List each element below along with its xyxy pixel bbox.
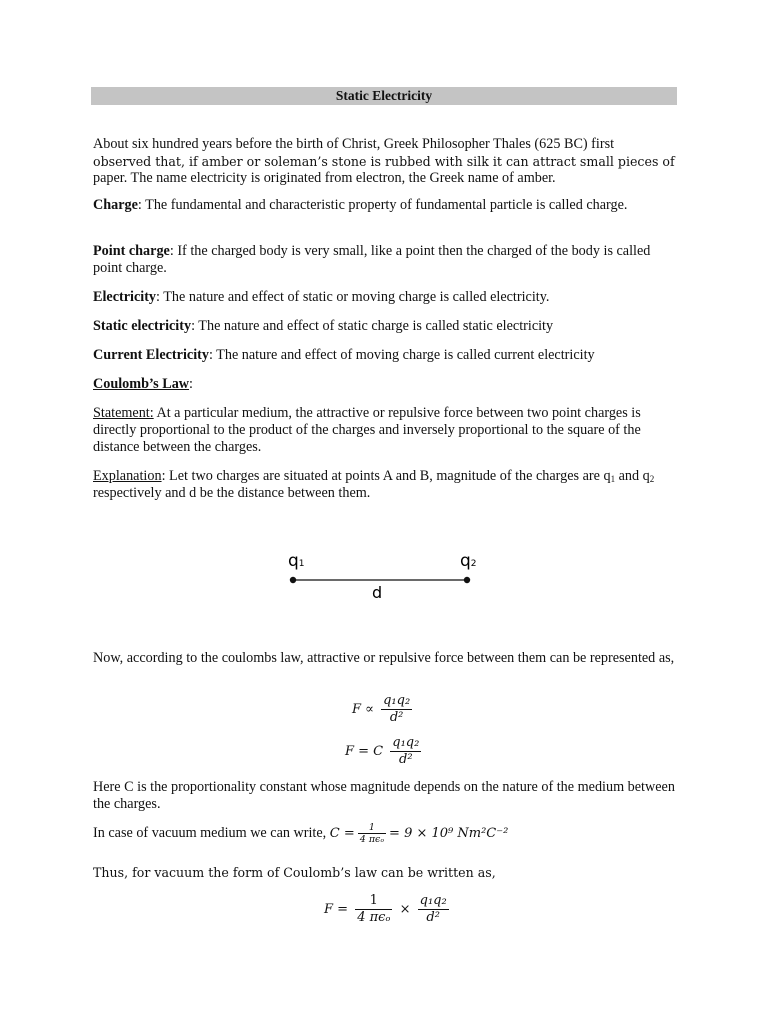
intro-line-1: About six hundred years before the birth of Christ, Greek Philosopher Thales (625 BC) first — [93, 136, 615, 152]
fraction — [358, 822, 386, 845]
equation-coulomb-vacuum — [324, 893, 452, 926]
distance-label: d — [372, 583, 383, 602]
definition-current-electricity — [93, 347, 679, 364]
fraction-denominator: 4 πϵₒ — [357, 910, 391, 925]
equation-lhs: F ∝ — [352, 702, 374, 717]
definition-charge — [93, 197, 679, 214]
definition-text: : The nature and effect of static charge is called static electricity — [191, 318, 554, 334]
explanation-text: and q — [615, 468, 650, 484]
definition-term: Static electricity — [93, 318, 192, 334]
fraction — [418, 893, 449, 926]
equation-lhs: F = — [324, 902, 349, 917]
explanation-paragraph — [93, 468, 679, 502]
page-title: Static Electricity — [91, 87, 677, 105]
statement-text: At a particular medium, the attractive or repulsive force between two point charges is directly proportional to the product of the charges and inversely proportional to the square of the distance between the charges. — [93, 405, 641, 456]
coulomb-heading — [93, 376, 679, 393]
point-a — [290, 577, 296, 583]
subscript-2: 2 — [649, 474, 655, 484]
definition-text: : The nature and effect of moving charge is called current electricity — [208, 347, 595, 363]
fraction-denominator: d² — [399, 752, 413, 767]
fraction — [390, 735, 421, 768]
definition-text: : If the charged body is very small, like a point then the charged of the body is called point charge. — [93, 243, 651, 277]
here-paragraph: Here C is the proportionality constant whose magnitude depends on the nature of the medium between the charges. — [93, 779, 675, 813]
fraction-denominator: d² — [389, 710, 404, 725]
fraction-numerator: 1 — [358, 822, 386, 834]
vacuum-line — [93, 822, 679, 845]
fraction — [381, 693, 412, 726]
definition-text: : The fundamental and characteristic property of fundamental particle is called charge. — [137, 197, 628, 213]
definition-term: Current Electricity — [93, 347, 209, 363]
fraction-numerator: q₁q₂ — [392, 735, 420, 750]
intro-paragraph — [93, 136, 679, 188]
fraction-denominator: d² — [426, 910, 440, 925]
thus-paragraph: Thus, for vacuum the form of Coulomb’s law can be written as, — [93, 865, 496, 880]
coulomb-heading-colon: : — [189, 376, 193, 392]
diagram-q2-label: q2 — [460, 551, 477, 571]
fraction-numerator: 1 — [355, 893, 392, 910]
statement-label: Statement: — [93, 405, 154, 421]
definition-term: Charge — [93, 197, 138, 213]
diagram-q1-label: q1 — [288, 551, 305, 571]
definition-static-electricity — [93, 318, 679, 335]
now-paragraph: Now, according to the coulombs law, attractive or repulsive force between them can be represented as, — [93, 650, 675, 666]
definition-electricity — [93, 289, 679, 306]
definition-point-charge — [93, 243, 679, 277]
equation-lhs: F = C — [345, 744, 384, 759]
statement-paragraph — [93, 405, 679, 457]
fraction — [355, 893, 392, 926]
charge-diagram — [270, 540, 500, 610]
fraction-denominator: 4 πϵₒ — [359, 834, 385, 845]
vacuum-rhs: = 9 × 10⁹ Nm²C⁻² — [389, 825, 509, 841]
definition-term: Point charge — [93, 243, 170, 259]
equation-with-constant — [345, 735, 424, 768]
explanation-label: Explanation — [93, 468, 162, 484]
fraction-numerator: q₁q₂ — [419, 893, 447, 908]
explanation-text: : Let two charges are situated at points A and B, magnitude of the charges are q — [161, 468, 611, 484]
explanation-text: respectively and d be the distance between them. — [93, 485, 371, 502]
vacuum-prefix: In case of vacuum medium we can write, — [93, 824, 330, 841]
definition-text: : The nature and effect of static or moving charge is called electricity. — [156, 289, 550, 305]
intro-line-3: paper. The name electricity is originated from electron, the Greek name of amber. — [93, 170, 556, 187]
definition-term: Electricity — [93, 289, 157, 305]
intro-line-2: observed that, if amber or soleman’s stone is rubbed with silk it can attract small pieces of — [93, 154, 675, 170]
equation-proportional — [352, 693, 415, 726]
fraction-numerator: q₁q₂ — [383, 693, 411, 708]
times-sign: × — [399, 902, 411, 917]
vacuum-c: C = — [329, 825, 355, 841]
subscript-1: 1 — [610, 474, 616, 484]
coulomb-heading-text: Coulomb’s Law — [93, 376, 190, 392]
point-b — [464, 577, 470, 583]
